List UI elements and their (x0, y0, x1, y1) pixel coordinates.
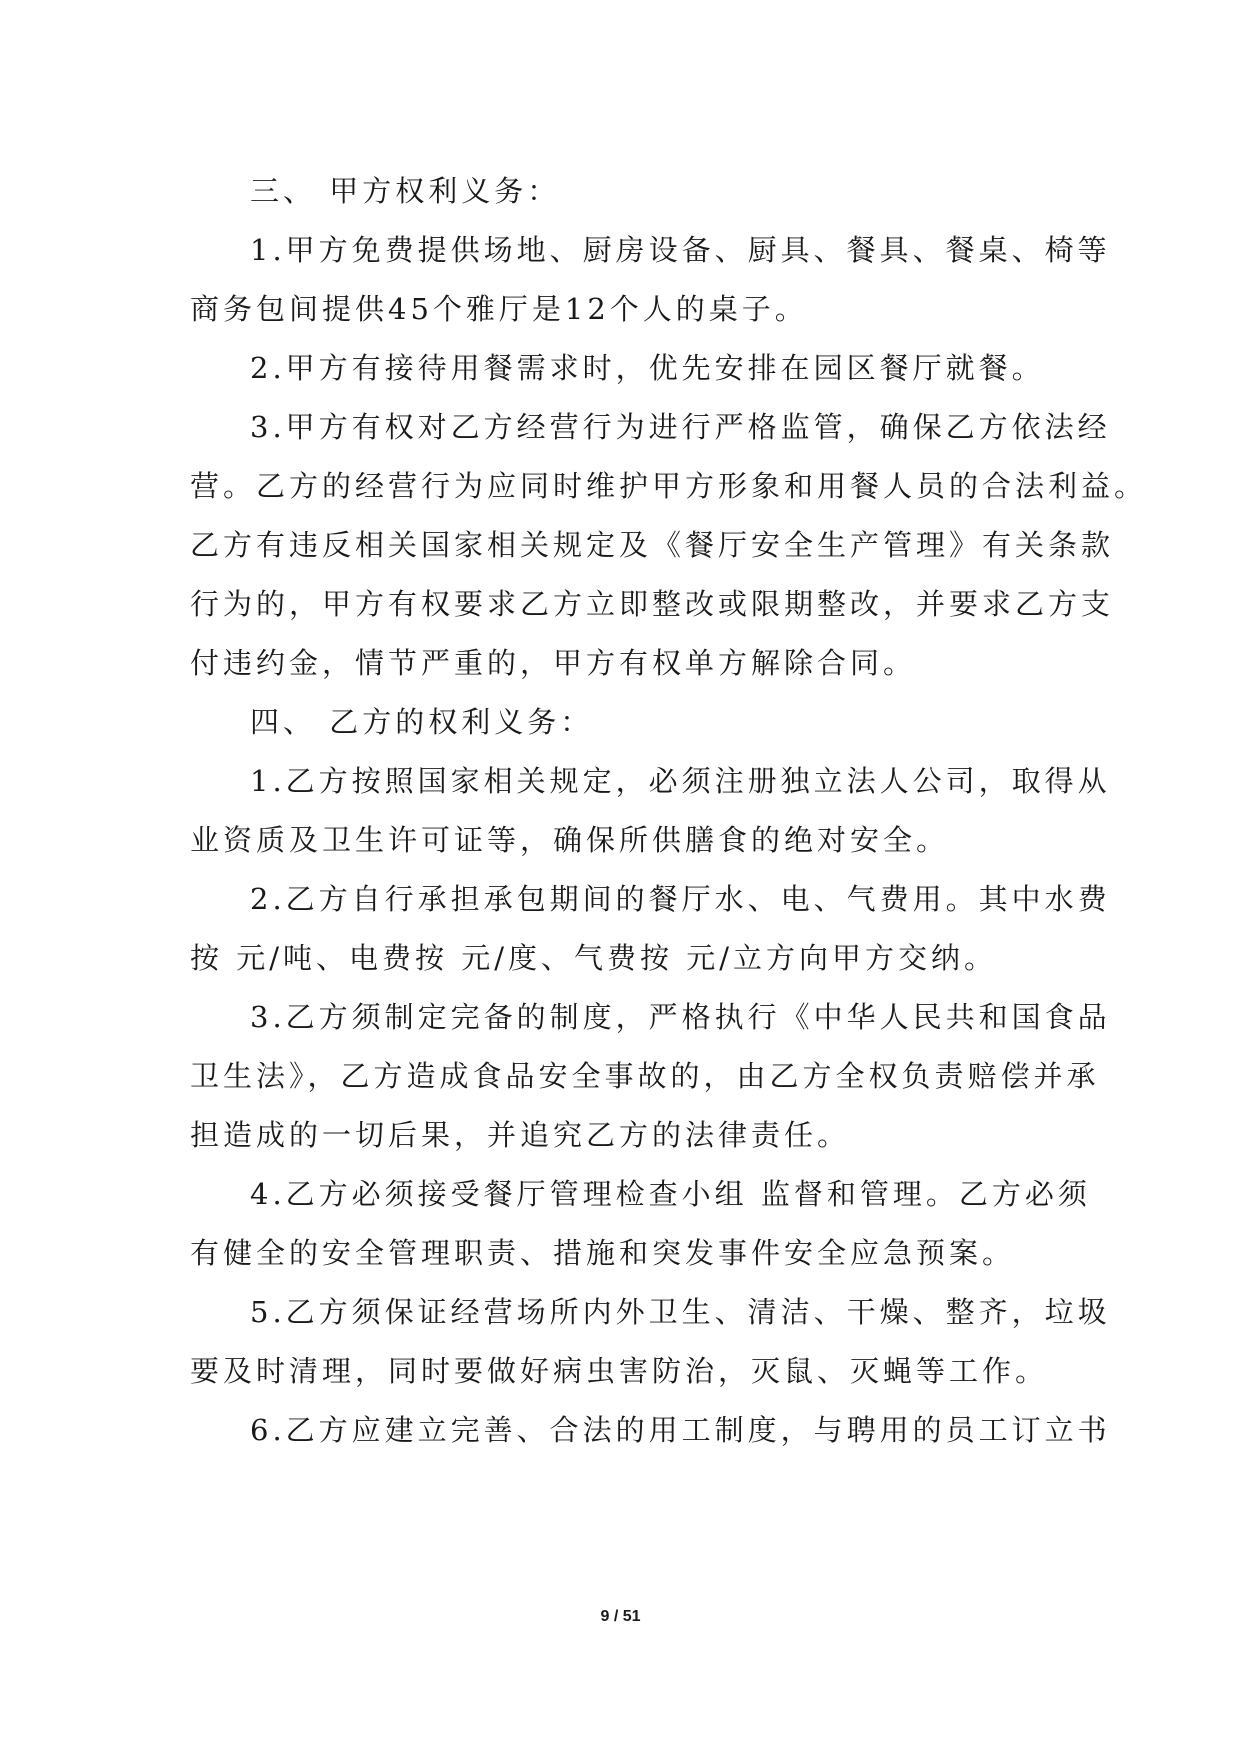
paragraph-line: 营。乙方的经营行为应同时维护甲方形象和用餐人员的合法利益。 (190, 469, 1148, 503)
paragraph-line: 要及时清理，同时要做好病虫害防治，灭鼠、灭蝇等工作。 (190, 1354, 1049, 1388)
paragraph-line: 4.乙方必须接受餐厅管理检查小组 监督和管理。乙方必须 (250, 1177, 1091, 1211)
paragraph-line: 3.乙方须制定完备的制度，严格执行《中华人民共和国食品 (250, 1000, 1111, 1034)
paragraph-line: 按 元/吨、电费按 元/度、气费按 元/立方向甲方交纳。 (190, 941, 997, 975)
paragraph-line: 商务包间提供45个雅厅是12个人的桌子。 (190, 292, 808, 326)
section-heading-4: 四、 乙方的权利义务： (250, 705, 594, 739)
paragraph-line: 2.甲方有接待用餐需求时，优先安排在园区餐厅就餐。 (250, 351, 1045, 385)
document-body (190, 162, 1148, 1460)
paragraph-line: 业资质及卫生许可证等，确保所供膳食的绝对安全。 (190, 823, 950, 857)
section-heading-3: 三、 甲方权利义务： (250, 174, 561, 208)
paragraph-line: 卫生法》，乙方造成食品安全事故的，由乙方全权负责赔偿并承 (190, 1059, 1100, 1093)
paragraph-line: 付违约金，情节严重的，甲方有权单方解除合同。 (190, 646, 917, 680)
paragraph-line: 乙方有违反相关国家相关规定及《餐厅安全生产管理》有关条款 (190, 528, 1115, 562)
page-number: 9 / 51 (600, 1608, 641, 1625)
paragraph-line: 有健全的安全管理职责、措施和突发事件安全应急预案。 (190, 1236, 1016, 1270)
paragraph-line: 1.乙方按照国家相关规定，必须注册独立法人公司，取得从 (250, 764, 1111, 798)
paragraph-line: 6.乙方应建立完善、合法的用工制度，与聘用的员工订立书 (250, 1413, 1111, 1447)
paragraph-line: 2.乙方自行承担承包期间的餐厅水、电、气费用。其中水费 (250, 882, 1111, 916)
paragraph-line: 担造成的一切后果，并追究乙方的法律责任。 (190, 1118, 851, 1152)
paragraph-line: 5.乙方须保证经营场所内外卫生、清洁、干燥、整齐，垃圾 (250, 1295, 1111, 1329)
paragraph-line: 1.甲方免费提供场地、厨房设备、厨具、餐具、餐桌、椅等 (250, 233, 1111, 267)
paragraph-line: 3.甲方有权对乙方经营行为进行严格监管，确保乙方依法经 (250, 410, 1111, 444)
paragraph-line: 行为的，甲方有权要求乙方立即整改或限期整改，并要求乙方支 (190, 587, 1115, 621)
